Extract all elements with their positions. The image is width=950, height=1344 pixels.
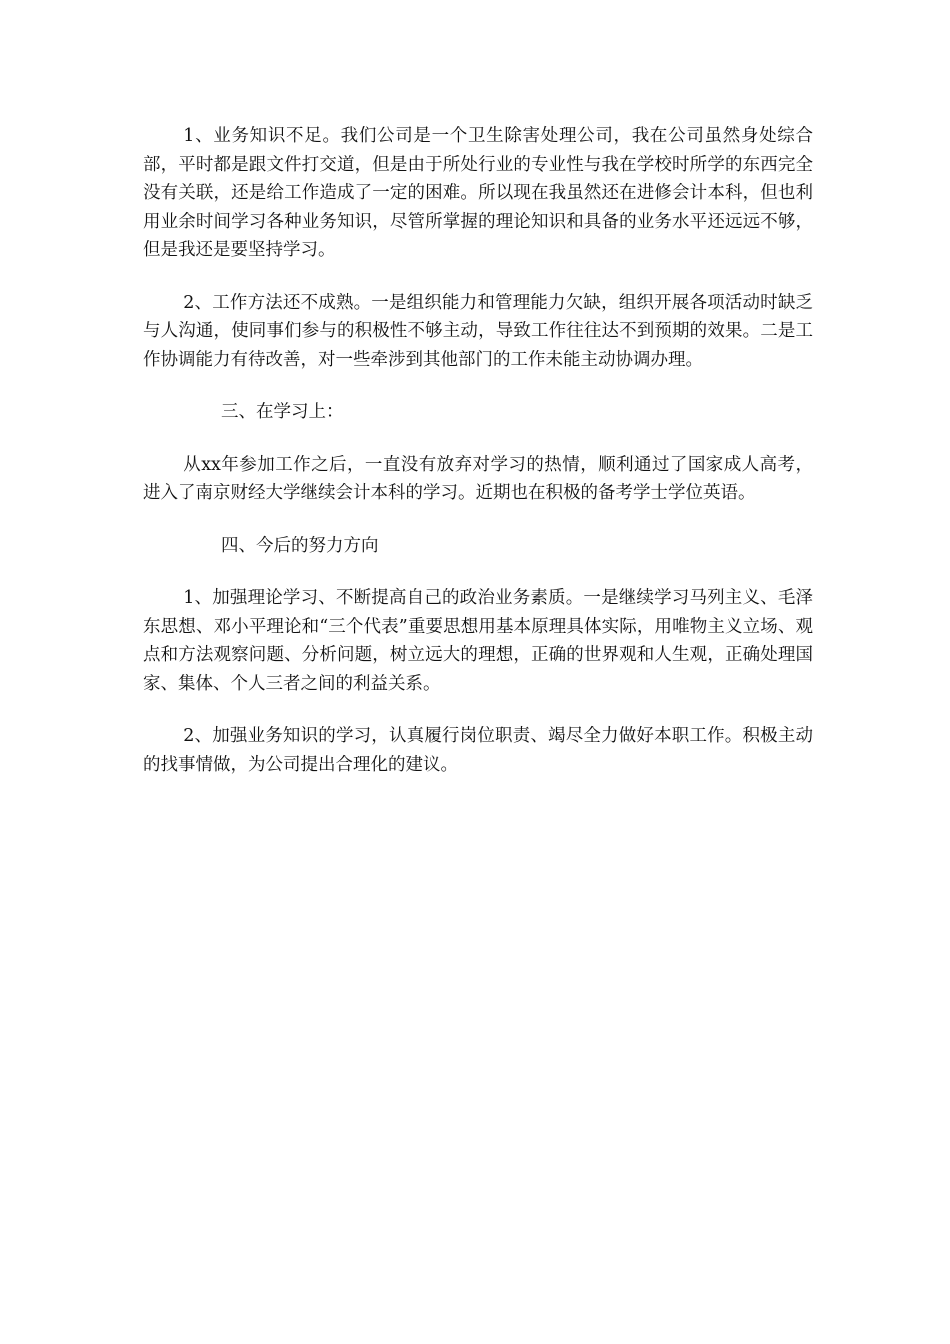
paragraph-business-knowledge: 1、业务知识不足。我们公司是一个卫生除害处理公司，我在公司虽然身处综合部，平时都是跟文件打交道，但是由于所处行业的专业性与我在学校时所学的东西完全没有关联，还是给工作造成了一定的困难。所以现在我虽然还在进修会计本科，但也利用业余时间学习各种业务知识，尽管所掌握的理论知识和具备的业务水平还远远不够，但是我还是要坚持学习。 (143, 126, 813, 260)
document-body (143, 122, 813, 803)
section-heading-future-direction: 四、今后的努力方向 (221, 535, 379, 556)
paragraph-study: 从xx年参加工作之后，一直没有放弃对学习的热情，顺利通过了国家成人高考，进入了南京财经大学继续会计本科的学习。近期也在积极的备考学士学位英语。 (143, 454, 813, 503)
paragraph-work-methods: 2、工作方法还不成熟。一是组织能力和管理能力欠缺，组织开展各项活动时缺乏与人沟通，使同事们参与的积极性不够主动，导致工作往往达不到预期的效果。二是工作协调能力有待改善，对一些牵涉到其他部门的工作未能主动协调办理。 (143, 292, 813, 370)
paragraph-theory-study: 1、加强理论学习、不断提高自己的政治业务素质。一是继续学习马列主义、毛泽东思想、邓小平理论和“三个代表”重要思想用基本原理具体实际，用唯物主义立场、观点和方法观察问题、分析问题，树立远大的理想，正确的世界观和人生观，正确处理国家、集体、个人三者之间的利益关系。 (143, 588, 813, 694)
section-heading-study: 三、在学习上： (221, 402, 344, 422)
paragraph-business-study: 2、加强业务知识的学习，认真履行岗位职责、竭尽全力做好本职工作。积极主动的找事情做，为公司提出合理化的建议。 (143, 726, 813, 775)
